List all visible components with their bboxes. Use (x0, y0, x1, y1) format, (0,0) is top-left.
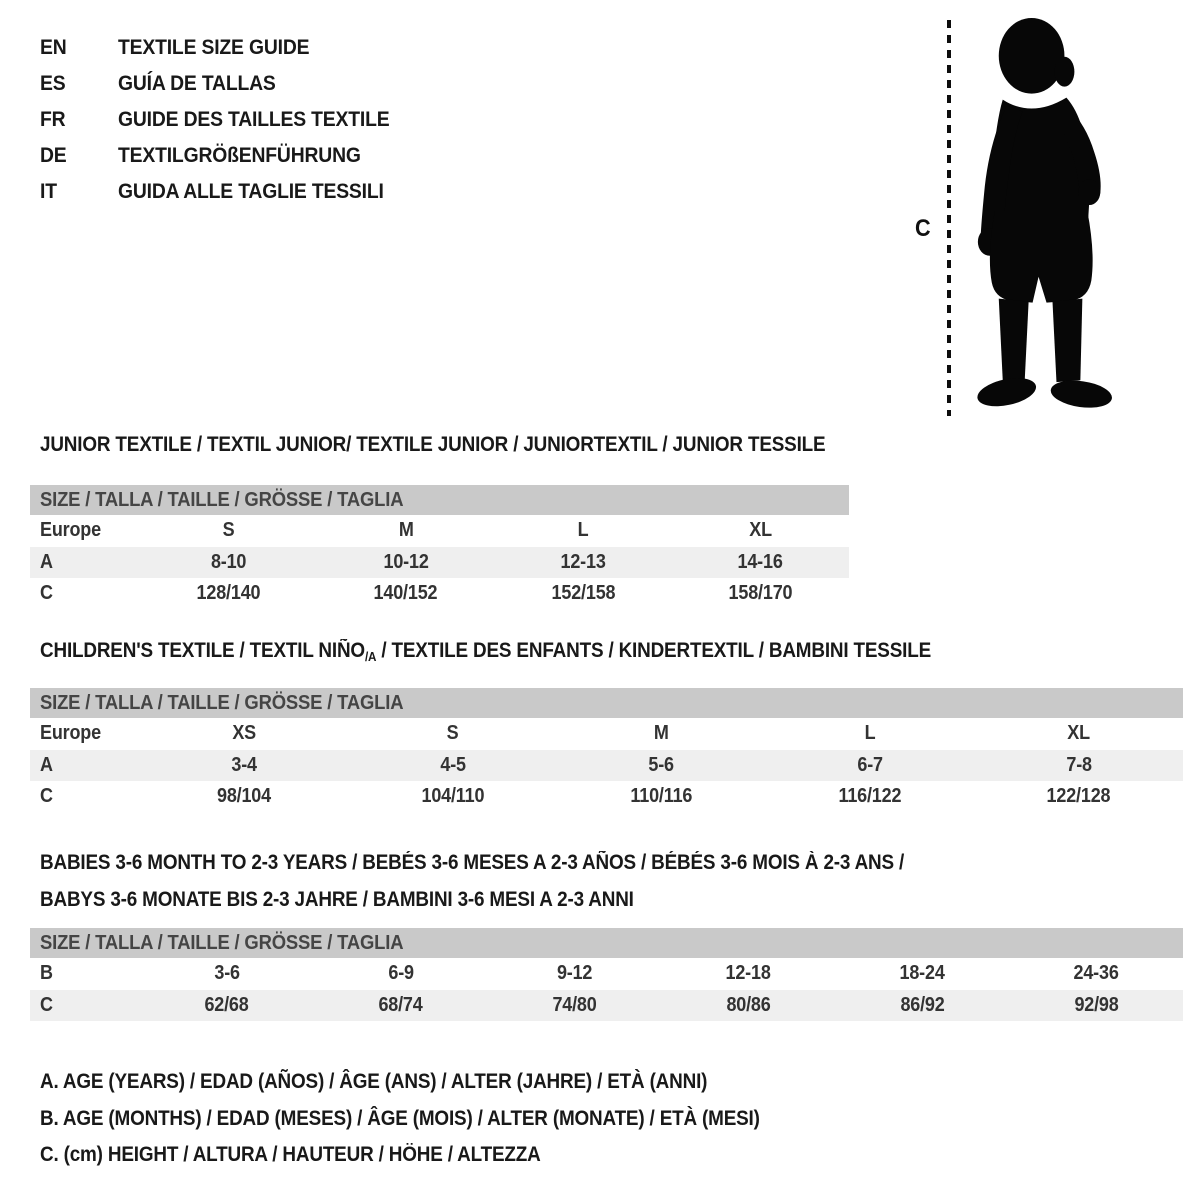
height-measure-label: C (915, 215, 931, 242)
row-label: Europe (40, 722, 101, 745)
table-row-age-years: A 8-10 10-12 12-13 14-16 (30, 547, 849, 579)
language-row-es (40, 66, 420, 102)
section-title-children: CHILDREN'S TEXTILE / TEXTIL NIÑO/A / TEXTILE DES ENFANTS / KINDERTEXTIL / BAMBINI TESSILE (40, 639, 932, 664)
table-row-height: C 128/140 140/152 152/158 158/170 (40, 582, 793, 605)
section-title-junior: JUNIOR TEXTILE / TEXTIL JUNIOR/ TEXTILE JUNIOR / JUNIORTEXTIL / JUNIOR TESSILE (40, 433, 826, 456)
table-row-height: C 98/104 104/110 110/116 116/122 122/128 (40, 785, 1111, 808)
language-code: FR (40, 106, 66, 131)
row-label: C (40, 582, 53, 605)
language-code: EN (40, 35, 67, 60)
language-code: IT (40, 178, 57, 203)
table-row-europe: Europe XS S M L XL (40, 722, 1090, 745)
language-row-en (40, 30, 420, 66)
language-title: TEXTILE SIZE GUIDE (118, 35, 310, 60)
language-row-de (40, 137, 420, 173)
legend-height-cm: C. (cm) HEIGHT / ALTURA / HAUTEUR / HÖHE / ALTEZZA (40, 1143, 541, 1167)
section-title-babies: BABIES 3-6 MONTH TO 2-3 YEARS / BEBÉS 3-6 MESES A 2-3 AÑOS / BÉBÉS 3-6 MOIS À 2-3 ANS / BABYS 3-6 MONATE BIS 2-3 JAHRE / BAMBINI 3-6 MESI A 2-3 ANNI (40, 851, 905, 911)
language-list (40, 30, 420, 209)
language-title: GUÍA DE TALLAS (118, 71, 276, 96)
row-label: C (40, 993, 53, 1016)
size-header-bar: SIZE / TALLA / TAILLE / GRÖSSE / TAGLIA (30, 928, 1183, 958)
size-header-bar: SIZE / TALLA / TAILLE / GRÖSSE / TAGLIA (30, 485, 849, 515)
measure-legend (40, 1064, 840, 1174)
table-row-height: C 62/68 68/74 74/80 80/86 86/92 92/98 (30, 990, 1183, 1022)
table-row-age-months: B 3-6 6-9 9-12 12-18 18-24 24-36 (40, 962, 1119, 985)
legend-age-years: A. AGE (YEARS) / EDAD (AÑOS) / ÂGE (ANS) / ALTER (JAHRE) / ETÀ (ANNI) (40, 1070, 708, 1094)
baby-silhouette-icon (963, 12, 1141, 420)
row-label: C (40, 785, 53, 808)
table-row-age-years: A 3-4 4-5 5-6 6-7 7-8 (30, 750, 1183, 782)
legend-age-months: B. AGE (MONTHS) / EDAD (MESES) / ÂGE (MOIS) / ALTER (MONATE) / ETÀ (MESI) (40, 1106, 760, 1130)
row-label: Europe (40, 519, 101, 542)
language-code: DE (40, 142, 67, 167)
row-label: B (40, 962, 53, 985)
language-title: TEXTILGRÖßENFÜHRUNG (118, 142, 361, 167)
language-title: GUIDA ALLE TAGLIE TESSILI (118, 178, 384, 203)
table-row-europe: Europe S M L XL (40, 519, 772, 542)
babies-size-table (30, 928, 1183, 1021)
junior-size-table (30, 485, 849, 610)
row-label: A (40, 753, 53, 776)
children-size-table (30, 688, 1183, 813)
height-measure-dashed-line (947, 20, 951, 416)
language-row-fr (40, 102, 420, 138)
language-code: ES (40, 71, 66, 96)
size-header-bar: SIZE / TALLA / TAILLE / GRÖSSE / TAGLIA (30, 688, 1183, 718)
row-label: A (40, 550, 53, 573)
language-title: GUIDE DES TAILLES TEXTILE (118, 106, 390, 131)
language-row-it (40, 173, 420, 209)
